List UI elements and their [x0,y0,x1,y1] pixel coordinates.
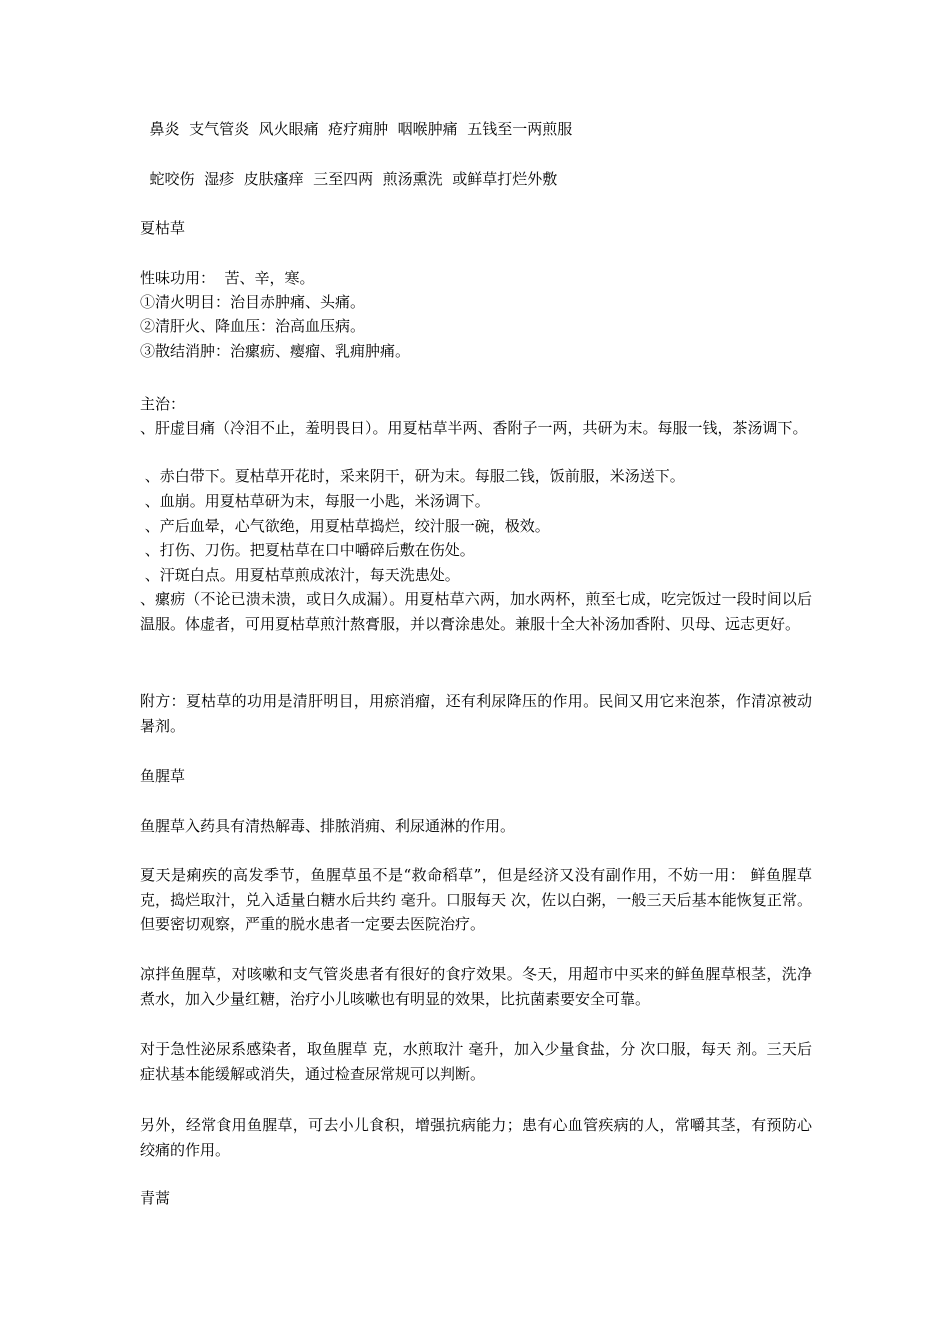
section-title-xiakucao: 夏枯草 [140,219,186,237]
paragraph: 鱼腥草入药具有清热解毒、排脓消痈、利尿通淋的作用。 [140,817,516,835]
treatment-item: 、产后血晕，心气欲绝，用夏枯草捣烂，绞汁服一碗，极效。 [140,517,550,535]
section-title-qinghao: 青蒿 [140,1189,171,1207]
appendix-paragraph: 附方：夏枯草的功用是清肝明目，用瘀消瘤，还有利尿降压的作用。民间又用它来泡茶，作清凉被动暑剂。 [140,692,812,735]
treatment-item: 、肝虚目痛（冷泪不止，羞明畏日）。用夏枯草半两、香附子一两，共研为末。每服一钱，茶汤调下。 [140,419,808,437]
property-line: ③散结消肿：治瘰疬、瘿瘤、乳痈肿痛。 [140,342,411,360]
treatment-item: 、赤白带下。夏枯草开花时，采来阴干，研为末。每服二钱，饭前服，米汤送下。 [140,467,685,485]
treatment-item: 、瘰疬（不论已溃未溃，或日久成漏）。用夏枯草六两，加水两杯，煎至七成，吃完饭过一段时间以后温服。体虚者，可用夏枯草煎汁熬膏服，并以膏涂患处。兼服十全大补汤加香附、贝母、远志更好。 [140,590,812,633]
property-line: 性味功用： 苦、辛，寒。 [140,269,315,287]
intro-line-1: 鼻炎 支气管炎 风火眼痛 疮疗痈肿 咽喉肿痛 五钱至一两煎服 [140,120,573,138]
treatment-heading: 主治： [140,395,186,413]
paragraph: 夏天是痢疾的高发季节，鱼腥草虽不是“救命稻草”，但是经济又没有副作用，不妨一用： 鲜鱼腥草 克，捣烂取汁，兑入适量白糖水后共约 毫升。口服每天 次，佐以白粥，一般三天后基本能恢复正常。但要密切观察，严重的脱水患者一定要去医院治疗。 [140,866,812,933]
paragraph: 另外，经常食用鱼腥草，可去小儿食积，增强抗病能力；患有心血管疾病的人，常嚼其茎，有预防心绞痛的作用。 [140,1116,812,1159]
property-line: ②清肝火、降血压：治高血压病。 [140,317,366,335]
section-title-yuxingcao: 鱼腥草 [140,767,186,785]
paragraph: 凉拌鱼腥草，对咳嗽和支气管炎患者有很好的食疗效果。冬天，用超市中买来的鲜鱼腥草根茎，洗净煮水，加入少量红糖，治疗小儿咳嗽也有明显的效果，比抗菌素要安全可靠。 [140,965,812,1008]
property-line: ①清火明目：治目赤肿痛、头痛。 [140,293,366,311]
treatment-item: 、打伤、刀伤。把夏枯草在口中嚼碎后敷在伤处。 [140,541,475,559]
treatment-item: 、汗斑白点。用夏枯草煎成浓汁，每天洗患处。 [140,566,460,584]
paragraph: 对于急性泌尿系感染者，取鱼腥草 克，水煎取汁 毫升，加入少量食盐，分 次口服，每天 剂。三天后症状基本能缓解或消失，通过检查尿常规可以判断。 [140,1040,812,1083]
intro-line-2: 蛇咬伤 湿疹 皮肤瘙痒 三至四两 煎汤熏洗 或鲜草打烂外敷 [140,170,558,188]
treatment-item: 、血崩。用夏枯草研为末，每服一小匙，米汤调下。 [140,492,490,510]
